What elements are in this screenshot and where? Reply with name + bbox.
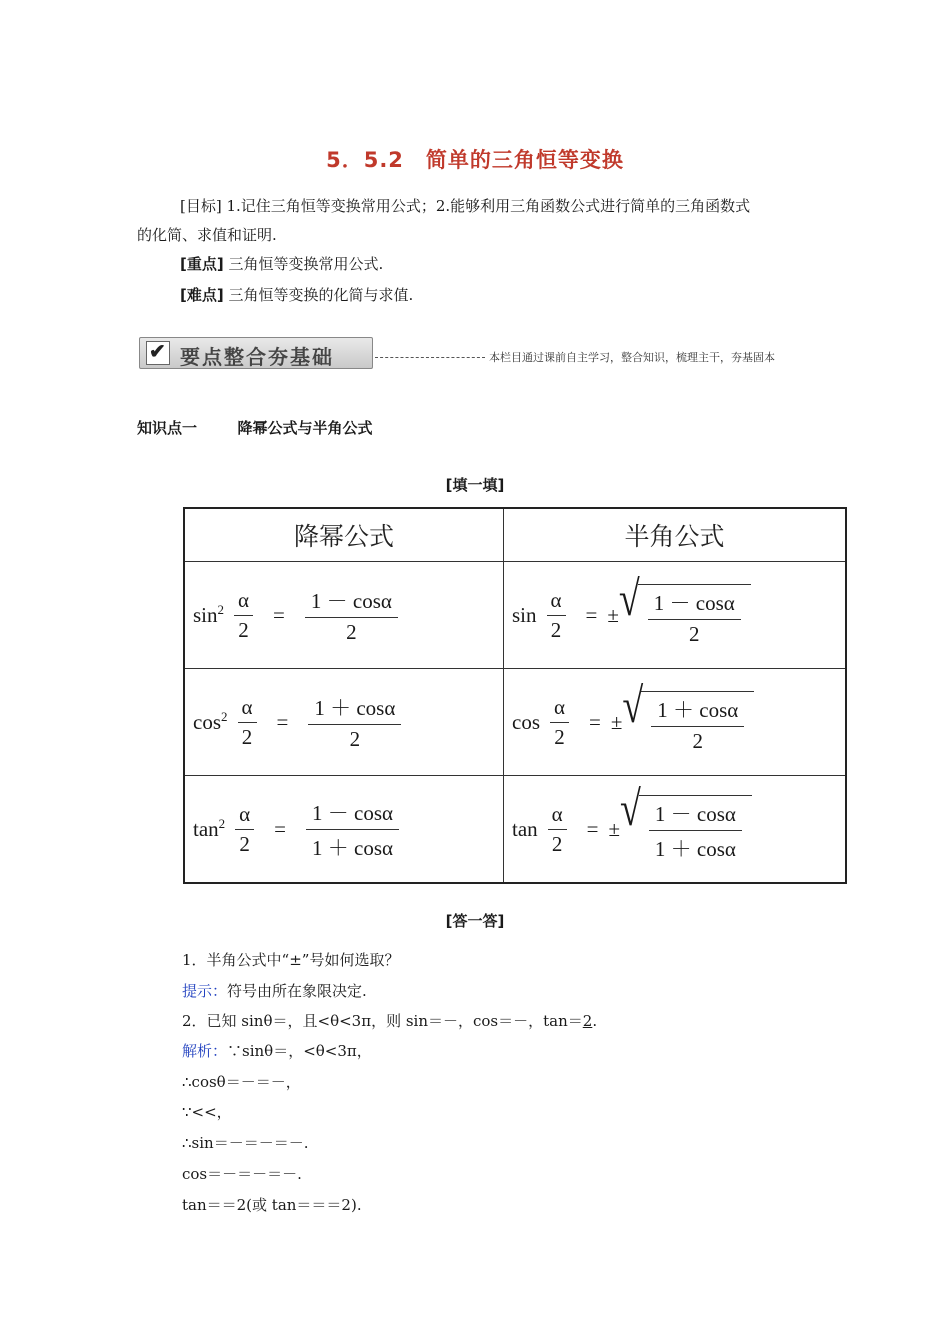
section-title: 降幂公式与半角公式	[237, 419, 373, 437]
hint-label: 提示：	[182, 982, 228, 1000]
formula-cos-squared: $\cos^2$ $\frac{\alpha}{2}$ = $\frac{1 + \cos\alpha}{2}$	[184, 669, 504, 776]
solution-line-3: ∵<<，	[182, 1103, 232, 1121]
solution-line-5: cos＝－＝－＝－.	[182, 1165, 302, 1183]
target-tag: [目标]	[180, 197, 222, 215]
hard-line	[180, 281, 413, 310]
hard-tag: [难点]	[180, 286, 224, 304]
formula-sin-half: sin $\frac{\alpha}{2}$ = ± √ $\frac{1 - \cos\alpha}{2}$	[504, 562, 847, 669]
formula-cos-half: cos $\frac{\alpha}{2}$ = ± √ $\frac{1 + \cos\alpha}{2}$	[504, 669, 847, 776]
formula-tan-half: tan $\frac{\alpha}{2}$ = ± √ $\frac{1 - \cos\alpha}{1 + \cos\alpha}$	[504, 776, 847, 884]
key-line	[180, 250, 383, 279]
solution-line-2: ∴cosθ＝－＝－，	[182, 1073, 301, 1091]
goal-line	[180, 192, 750, 221]
banner-note: 本栏目通过课前自主学习，整合知识，梳理主干，夯基固本	[489, 351, 775, 364]
banner-title: 要点整合夯基础	[180, 345, 334, 369]
target-text: 1.记住三角恒等变换常用公式；2.能够利用三角函数公式进行简单的三角函数式	[226, 197, 751, 215]
formula-tan-squared: $\tan^2$ $\frac{\alpha}{2}$ = $\frac{1 - \cos\alpha}{1 + \cos\alpha}$	[184, 776, 504, 884]
solution-label: 解析：	[182, 1042, 228, 1060]
key-tag: [重点]	[180, 255, 224, 273]
page-title: 5．5.2 简单的三角恒等变换	[326, 148, 624, 172]
check-icon: ✔	[146, 341, 170, 365]
question-1: 1．半角公式中“±”号如何选取？	[182, 951, 400, 969]
section-label: 知识点一	[137, 419, 198, 437]
hard-text: 三角恒等变换的化简与求值.	[228, 286, 414, 304]
key-text: 三角恒等变换常用公式.	[228, 255, 384, 273]
formula-table	[183, 507, 847, 884]
section-heading	[137, 417, 373, 438]
qa-heading: [答一答]	[445, 912, 505, 930]
hint-text: 符号由所在象限决定.	[227, 982, 367, 1000]
answer-2: 2	[582, 1012, 593, 1030]
header-power-reduction: 降幂公式	[184, 508, 504, 562]
hint-line	[182, 980, 367, 1001]
question-2: 2．已知 sinθ＝，且<θ<3π，则 sin＝－，cos＝－，tan＝2.	[182, 1012, 598, 1030]
solution-line-1: 解析：∵sinθ＝，<θ<3π，	[182, 1042, 372, 1060]
fill-heading: [填一填]	[445, 476, 505, 494]
banner-box	[139, 337, 373, 369]
section-banner	[139, 337, 812, 369]
banner-divider	[375, 357, 485, 358]
formula-sin-squared: $\sin^2$ $\frac{\alpha}{2}$ = $\frac{1 - \cos\alpha}{2}$	[184, 562, 504, 669]
solution-line-4: ∴sin＝－＝－＝－.	[182, 1134, 309, 1152]
target-text-cont: 的化简、求值和证明.	[137, 226, 277, 244]
solution-line-6: tan＝＝2(或 tan＝＝＝2).	[182, 1196, 362, 1214]
header-half-angle: 半角公式	[504, 508, 847, 562]
